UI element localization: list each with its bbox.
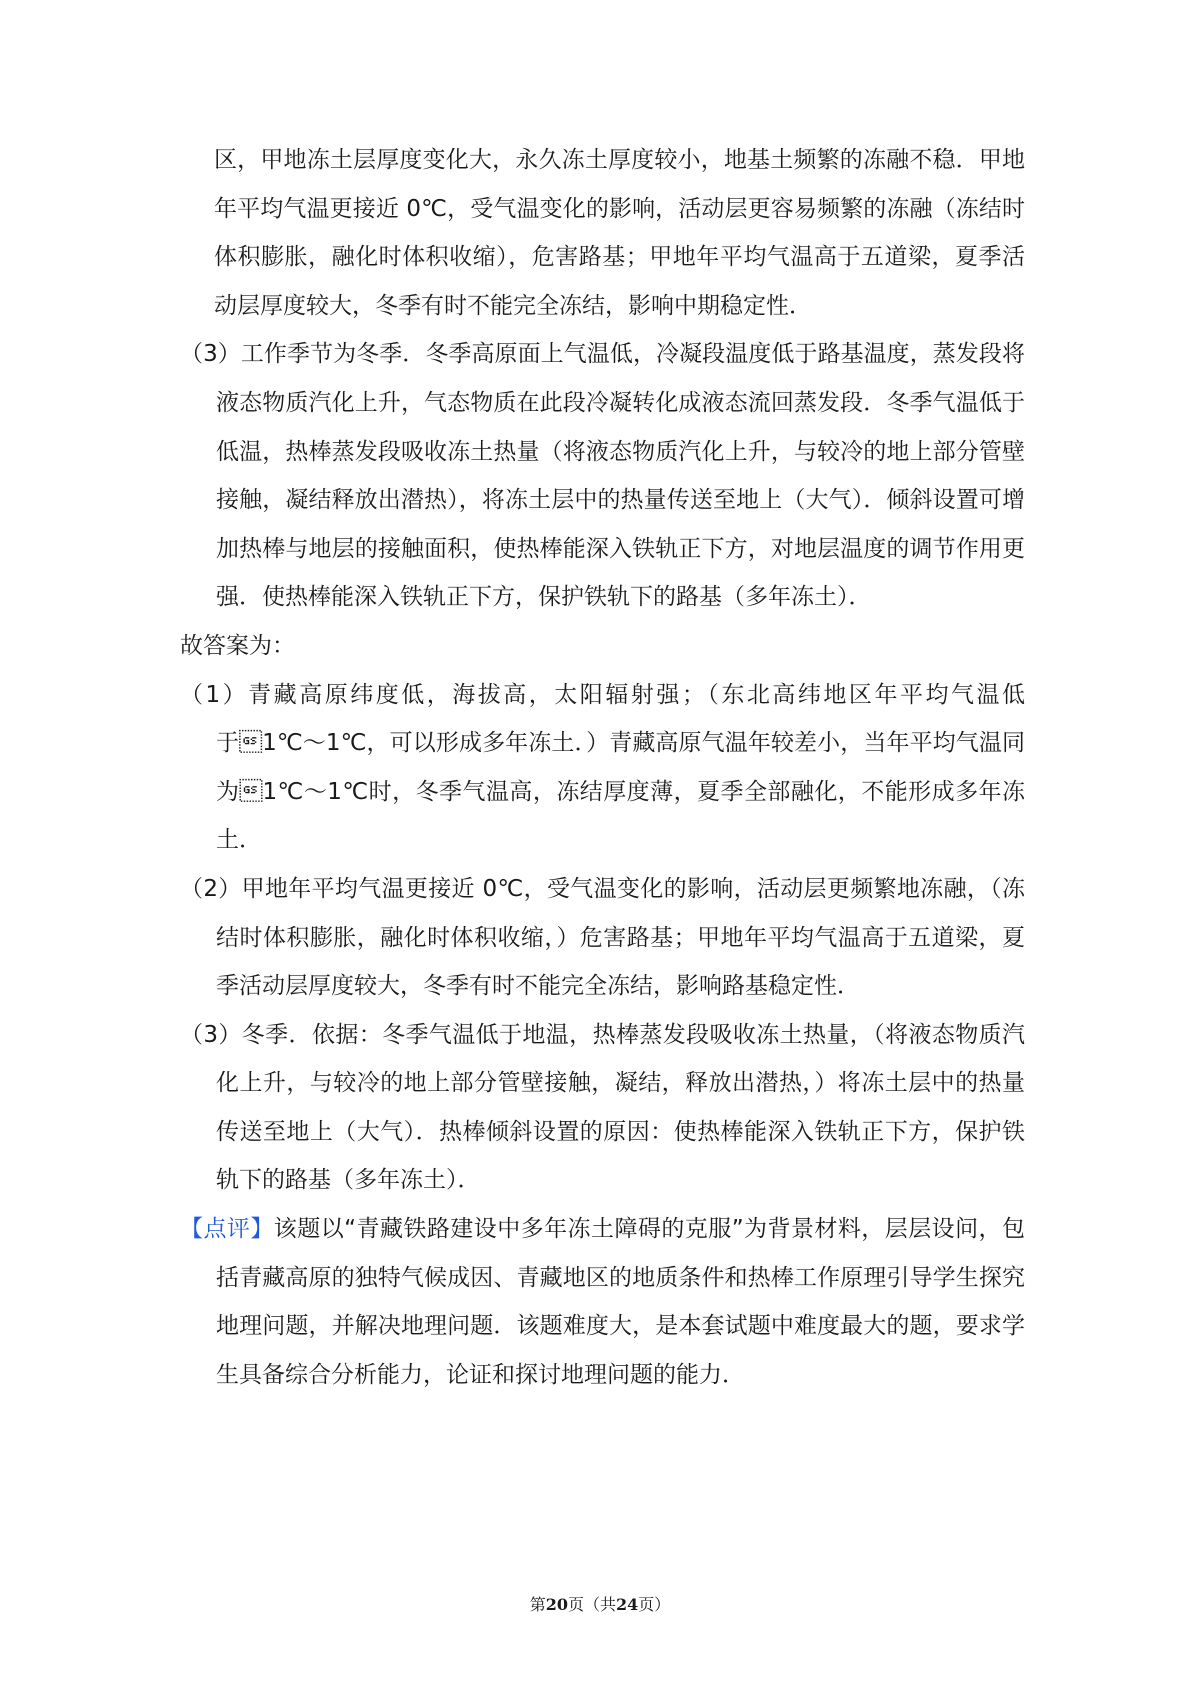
comment-label: 【点评】: [180, 1216, 274, 1243]
answer-item-2: （2）甲地年平均气温更接近 0℃，受气温变化的影响，活动层更频繁地冻融，（冻结时体积膨胀，融化时体积收缩，）危害路基；甲地年平均气温高于五道梁，夏季活动层厚度较大，冬季有时不能完全冻结，影响路基稳定性．: [180, 875, 1025, 1000]
footer-suffix: 页）: [638, 1595, 671, 1614]
answer-item-1: （1）青藏高原纬度低，海拔高，太阳辐射强；（东北高纬地区年平均气温低于 1℃～1℃，可以形成多年冻土．）青藏高原气温年较差小，当年平均气温同为 1℃～1℃时，冬季气温高，冻结厚度薄，夏季全部融化，不能形成多年冻土．: [180, 681, 1025, 854]
comment-text: 该题以“青藏铁路建设中多年冻土障碍的克服”为背景材料，层层设问，包括青藏高原的独特气候成因、青藏地区的地质条件和热棒工作原理引导学生探究地理问题，并解决地理问题．该题难度大，是本套试题中难度最大的题，要求学生具备综合分析能力，论证和探讨地理问题的能力．: [216, 1216, 1025, 1388]
page-footer: [0, 1592, 1200, 1615]
footer-total-pages: 24: [616, 1595, 639, 1614]
comment-paragraph: [180, 1205, 1025, 1399]
footer-prefix: 第: [529, 1595, 546, 1614]
footer-middle: 页（共: [567, 1595, 616, 1614]
answer-item-3: （3）冬季．依据：冬季气温低于地温，热棒蒸发段吸收冻土热量，（将液态物质汽化上升，与较冷的地上部分管壁接触，凝结，释放出潜热，）将冻土层中的热量传送至地上（大气）．热棒倾斜设置的原因：使热棒能深入铁轨正下方，保护铁轨下的路基（多年冻土）．: [180, 1021, 1025, 1194]
answer-heading: 故答案为：: [180, 632, 295, 659]
analysis-continued-paragraph: 区，甲地冻土层厚度变化大，永久冻土厚度较小，地基土频繁的冻融不稳．甲地年平均气温更接近 0℃，受气温变化的影响，活动层更容易频繁的冻融（冻结时体积膨胀，融化时体积收缩），危害路基；甲地年平均气温高于五道梁，夏季活动层厚度较大，冬季有时不能完全冻结，影响中期稳定性．: [214, 147, 1025, 319]
footer-page-number: 20: [545, 1595, 568, 1614]
analysis-item-3: （3）工作季节为冬季．冬季高原面上气温低，冷凝段温度低于路基温度，蒸发段将液态物质汽化上升，气态物质在此段冷凝转化成液态流回蒸发段．冬季气温低于低温，热棒蒸发段吸收冻土热量（将液态物质汽化上升，与较冷的地上部分管壁接触，凝结释放出潜热），将冻土层中的热量传送至地上（大气）．倾斜设置可增加热棒与地层的接触面积，使热棒能深入铁轨正下方，对地层温度的调节作用更强．使热棒能深入铁轨正下方，保护铁轨下的路基（多年冻土）．: [180, 341, 1025, 611]
page-content: [180, 136, 1025, 1399]
